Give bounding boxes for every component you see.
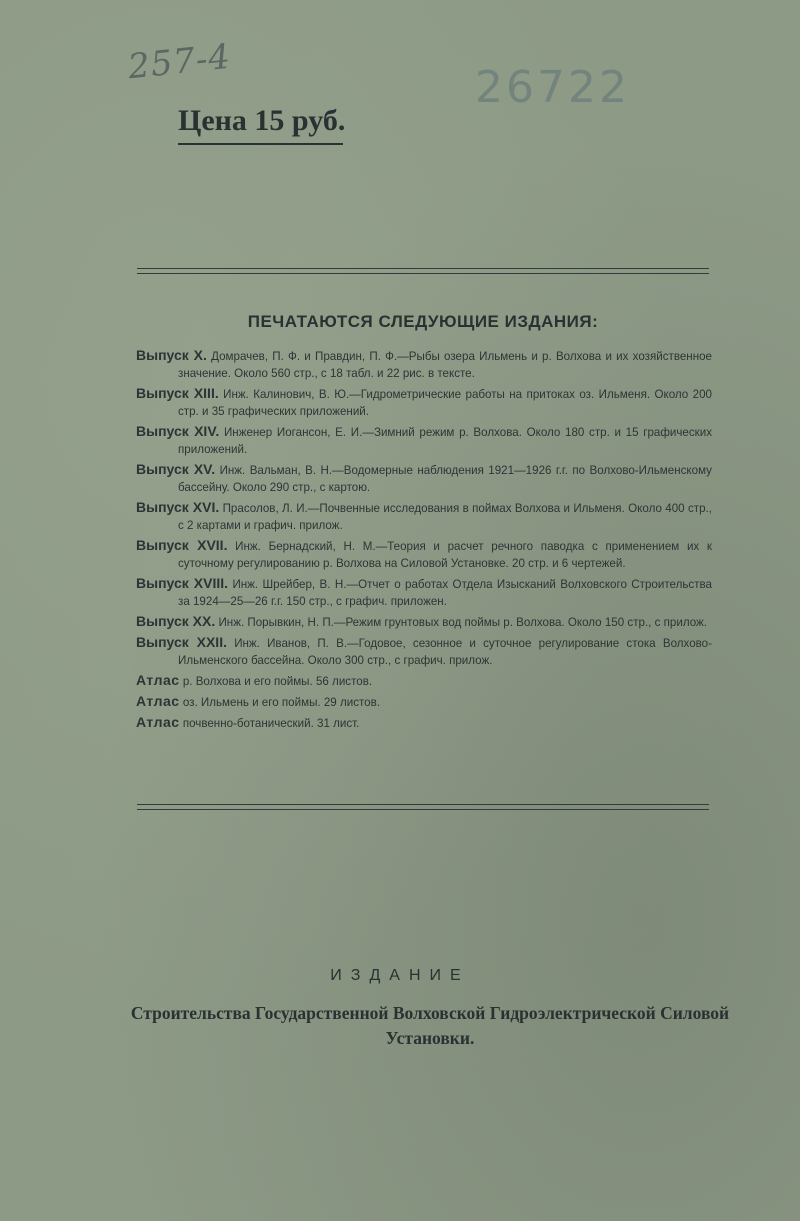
entry-label: Выпуск XX. xyxy=(136,613,216,629)
entry-text: почвенно-ботанический. 31 лист. xyxy=(182,717,360,730)
entry-text: Прасолов, Л. И.—Почвенные исследования в поймах Волхова и Ильменя. Около 400 стр., с 2 картами и графич. прилож. xyxy=(178,502,712,532)
bottom-double-rule xyxy=(137,804,709,810)
entry-text: Инж. Порывкин, Н. П.—Режим грунтовых вод поймы р. Волхова. Около 150 стр., с прилож. xyxy=(218,616,708,629)
list-item xyxy=(136,672,712,690)
entry-label: Атлас xyxy=(136,693,180,709)
entry-text: Инженер Иогансон, Е. И.—Зимний режим р. Волхова. Около 180 стр. и 15 графических приложений. xyxy=(178,426,713,456)
list-item xyxy=(136,347,712,382)
list-item xyxy=(136,461,712,496)
section-heading: ПЕЧАТАЮТСЯ СЛЕДУЮЩИЕ ИЗДАНИЯ: xyxy=(247,312,599,331)
handwritten-mark: 257-4 xyxy=(126,36,233,88)
stamp-number: 26722 xyxy=(475,62,630,113)
entry-label: Атлас xyxy=(136,714,180,730)
price-underline xyxy=(178,143,343,145)
list-item xyxy=(136,537,712,572)
list-item xyxy=(136,423,712,458)
list-item xyxy=(136,385,712,420)
entry-label: Выпуск X. xyxy=(136,347,207,363)
list-item xyxy=(136,613,712,631)
entry-label: Атлас xyxy=(136,672,180,688)
entry-label: Выпуск XIV. xyxy=(136,423,220,439)
publisher-name: Строительства Государственной Волховской Гидроэлектрической Силовой Установки. xyxy=(130,1003,730,1048)
entry-text: Инж. Вальман, В. Н.—Водомерные наблюдения 1921—1926 г.г. по Волхово-Ильменскому бассейну. Около 290 стр., с картою. xyxy=(178,464,712,494)
top-double-rule xyxy=(137,268,709,274)
list-item xyxy=(136,634,712,669)
entry-label: Выпуск XV. xyxy=(136,461,216,477)
entry-label: Выпуск XXII. xyxy=(136,634,227,650)
publisher-label: ИЗДАНИЕ xyxy=(330,967,470,984)
entry-label: Выпуск XVI. xyxy=(136,499,220,515)
entry-label: Выпуск XVIII. xyxy=(136,575,229,591)
entry-label: Выпуск XIII. xyxy=(136,385,219,401)
publication-list xyxy=(136,347,712,735)
price-label: Цена 15 руб. xyxy=(178,104,346,137)
list-item xyxy=(136,499,712,534)
entry-label: Выпуск XVII. xyxy=(136,537,228,553)
entry-text: Инж. Калинович, В. Ю.—Гидрометрические работы на притоках оз. Ильменя. Около 200 стр. и 35 графических приложений. xyxy=(178,388,712,418)
entry-text: р. Волхова и его поймы. 56 листов. xyxy=(182,675,373,688)
list-item xyxy=(136,714,712,732)
list-item xyxy=(136,575,712,610)
list-item xyxy=(136,693,712,711)
entry-text: Домрачев, П. Ф. и Правдин, П. Ф.—Рыбы озера Ильмень и р. Волхова и их хозяйственное значение. Около 560 стр., с 18 табл. и 22 рис. в тексте. xyxy=(178,350,712,380)
entry-text: Инж. Бернадский, Н. М.—Теория и расчет речного паводка с применением их к суточному регулированию р. Волхова на Силовой Установке. 20 стр. и 6 чертежей. xyxy=(178,540,712,570)
entry-text: оз. Ильмень и его поймы. 29 листов. xyxy=(182,696,381,709)
entry-text: Инж. Шрейбер, В. Н.—Отчет о работах Отдела Изысканий Волховского Строительства за 1924—25—26 г.г. 150 стр., с графич. приложен. xyxy=(178,578,712,608)
entry-text: Инж. Иванов, П. В.—Годовое, сезонное и суточное регулирование стока Волхово-Ильменского бассейна. Около 300 стр., с графич. прилож. xyxy=(178,637,712,667)
